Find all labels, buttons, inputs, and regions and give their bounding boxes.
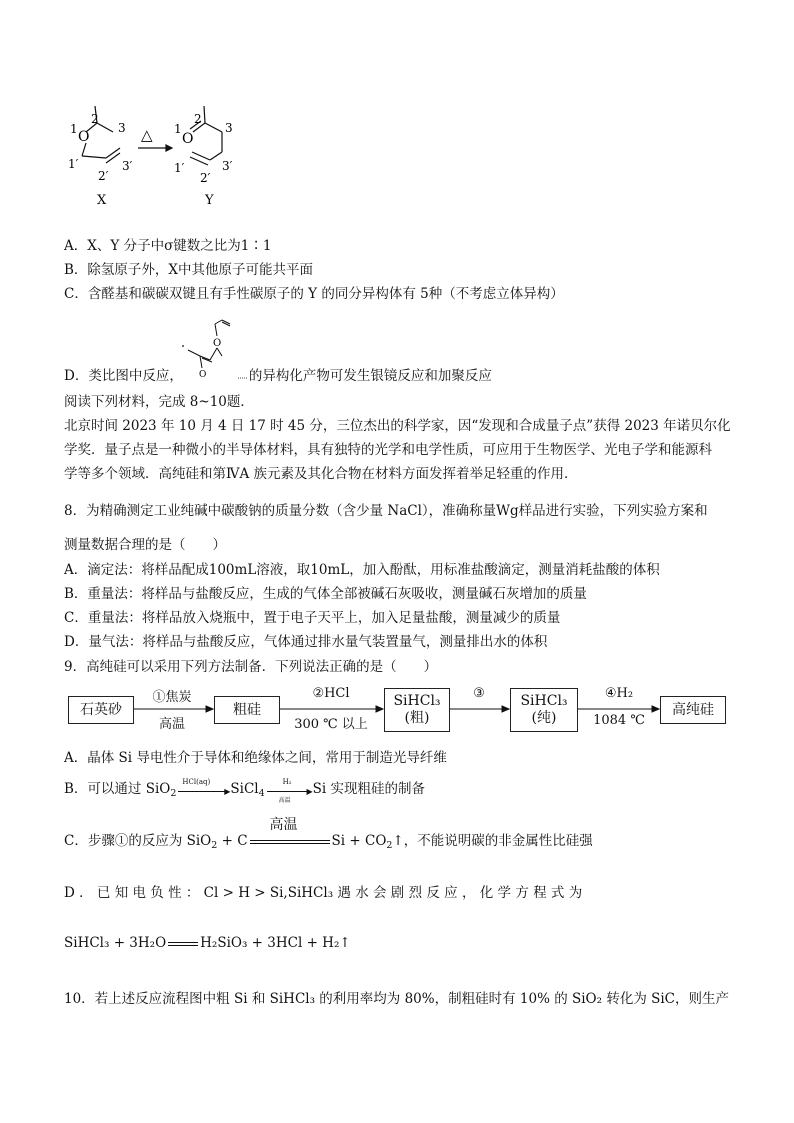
y-locant-1p: 1′ bbox=[174, 161, 185, 175]
y-atom-o: O bbox=[182, 131, 194, 147]
x-atom-o: O bbox=[78, 129, 90, 145]
q8-stem-line-1: 8．为精确测定工业纯碱中碳酸钠的质量分数（含少量 NaCl），准确称量Wg样品进行实验，下列实验方案和 bbox=[64, 503, 708, 519]
flow-arrow4-reagent: ④H₂ bbox=[604, 686, 634, 701]
flow-arrow1-condition: 高温 bbox=[158, 717, 185, 732]
q9-d-eq-left: SiHCl₃ + 3H₂O bbox=[64, 935, 167, 951]
reaction-structures-svg bbox=[60, 96, 280, 212]
q8-option-b: B．重量法：将样品与盐酸反应，生成的气体全部被碱石灰吸收，测量碱石灰增加的质量 bbox=[64, 586, 587, 602]
x-locant-2: 2 bbox=[91, 112, 99, 126]
flow-box-quartz-sand: 石英砂 bbox=[68, 696, 134, 724]
x-locant-3: 3 bbox=[118, 121, 126, 135]
q9-option-d-equation bbox=[64, 934, 351, 952]
q9-option-b bbox=[64, 777, 426, 804]
q7-option-d bbox=[64, 367, 492, 385]
y-locant-2p: 2′ bbox=[200, 171, 211, 185]
flow-arrow1-reagent: ①焦炭 bbox=[152, 690, 192, 705]
reaction-scheme bbox=[60, 96, 280, 212]
q9-c-condition: 高温 bbox=[269, 816, 298, 833]
x-label: X bbox=[97, 193, 107, 208]
flow-box-sihcl3-pure: SiHCl₃ (纯) bbox=[510, 688, 578, 732]
q7-option-a: A．X、Y 分子中σ键数之比为1∶1 bbox=[64, 238, 272, 254]
q9-b-prefix: B．可以通过 SiO bbox=[64, 781, 171, 797]
q7-option-d-suffix: 的异构化产物可发生银镜反应和加聚反应 bbox=[248, 368, 492, 384]
q8-stem-line-2: 测量数据合理的是（ ） bbox=[64, 537, 226, 553]
reading-line-3: 学等多个领域．高纯硅和第ⅣA 族元素及其化合物在材料方面发挥着举足轻重的作用． bbox=[64, 466, 578, 482]
q8-option-c: C．重量法：将样品放入烧瓶中，置于电子天平上，加入足量盐酸，测量减少的质量 bbox=[64, 610, 561, 626]
flow-arrow4-condition: 1084 ℃ bbox=[593, 713, 645, 728]
reading-line-1: 北京时间 2023 年 10 月 4 日 17 时 45 分，三位杰出的科学家，因“发现和合成量子点”获得 2023 年诺贝尔化 bbox=[64, 418, 731, 434]
x-locant-2p: 2′ bbox=[98, 169, 109, 183]
x-locant-1p: 1′ bbox=[68, 157, 79, 171]
q8-option-a: A．滴定法：将样品配成100mL溶液，取10mL，加入酚酞，用标准盐酸滴定，测量消耗盐酸的体积 bbox=[64, 562, 660, 578]
flow-box-high-purity-silicon: 高纯硅 bbox=[660, 696, 726, 724]
q9-b-arrow2-top: H₂ bbox=[282, 777, 292, 786]
flow-box-sihcl3-crude: SiHCl₃ (粗) bbox=[384, 688, 450, 732]
q9-b-arrow1-label: HCl(aq) bbox=[182, 777, 211, 786]
q7-option-c: C．含醛基和碳碳双键且有手性碳原子的 Y 的同分异构体有 5种（不考虑立体异构） bbox=[64, 286, 564, 302]
q9-b-sub2: 4 bbox=[258, 788, 265, 799]
q9-c-prefix: C．步骤①的反应为 SiO bbox=[64, 833, 212, 849]
q9-b-arrow2-bottom: 高温 bbox=[278, 796, 291, 804]
q9-flowchart bbox=[66, 686, 730, 742]
y-locant-1: 1 bbox=[174, 122, 182, 136]
q9-b-sub1: 2 bbox=[170, 788, 177, 799]
q9-option-a: A．晶体 Si 导电性介于导体和绝缘体之间，常用于制造光导纤维 bbox=[64, 750, 447, 766]
x-locant-1: 1 bbox=[70, 122, 78, 136]
q9-option-d-line-1: D ． 已 知 电 负 性 ： Cl > H > Si,SiHCl₃ 遇 水 会 剧 烈 反 应 ， 化 学 方 程 式 为 bbox=[64, 885, 583, 901]
q9-b-mid: SiCl bbox=[230, 781, 259, 797]
flow-arrow2-condition: 300 ℃ 以上 bbox=[294, 717, 368, 732]
q7-option-d-prefix: D．类比图中反应， bbox=[64, 368, 183, 384]
q9-c-plus: + C bbox=[217, 833, 248, 849]
y-label: Y bbox=[205, 193, 214, 208]
q9-b-arrow2: H₂ ▶ 高温 bbox=[265, 782, 313, 798]
q9-b-arrow1: HCl(aq) ▶ bbox=[176, 782, 230, 798]
q9-d-equals bbox=[166, 937, 200, 951]
q9-d-eq-right: H₂SiO₃ + 3HCl + H₂↑ bbox=[200, 935, 351, 951]
q9-stem: 9．高纯硅可以采用下列方法制备．下列说法正确的是（ ） bbox=[64, 659, 438, 675]
q9-b-suffix: Si 实现粗硅的制备 bbox=[312, 781, 426, 797]
q7-d-molecule-o2: O bbox=[199, 370, 207, 380]
reaction-arrow bbox=[138, 145, 172, 151]
flow-box-crude-silicon: 粗硅 bbox=[214, 696, 280, 724]
q7-d-molecule-o1: O bbox=[213, 338, 222, 349]
x-locant-3p: 3′ bbox=[122, 159, 133, 173]
q10-stem: 10．若上述反应流程图中粗 Si 和 SiHCl₃ 的利用率均为 80%，制粗硅时有 10% 的 SiO₂ 转化为 SiC，则生产 bbox=[64, 991, 730, 1007]
heat-symbol: △ bbox=[141, 126, 153, 144]
q9-c-sub1: 2 bbox=[211, 840, 218, 851]
reading-line-2: 学奖．量子点是一种微小的半导体材料，具有独特的光学和电学性质，可应用于生物医学、光电子学和能源科 bbox=[64, 442, 712, 458]
y-locant-2: 2 bbox=[194, 112, 202, 126]
y-locant-3: 3 bbox=[225, 121, 233, 135]
flow-arrow3-label: ③ bbox=[473, 686, 485, 701]
q8-option-d: D．量气法：将样品与盐酸反应，气体通过排水量气装置量气，测量排出水的体积 bbox=[64, 634, 548, 650]
q9-c-equals bbox=[248, 816, 332, 850]
reading-intro: 阅读下列材料，完成 8~10题． bbox=[64, 394, 254, 410]
q9-option-c bbox=[64, 816, 593, 855]
flow-arrow2-reagent: ②HCl bbox=[312, 686, 350, 701]
q9-c-suffix: ↑，不能说明碳的非金属性比硅强 bbox=[392, 833, 593, 849]
q9-c-sub2: 2 bbox=[386, 840, 393, 851]
q7-option-b: B．除氢原子外，X中其他原子可能共平面 bbox=[64, 262, 314, 278]
q9-c-product: Si + CO bbox=[331, 833, 387, 849]
y-locant-3p: 3′ bbox=[222, 159, 233, 173]
